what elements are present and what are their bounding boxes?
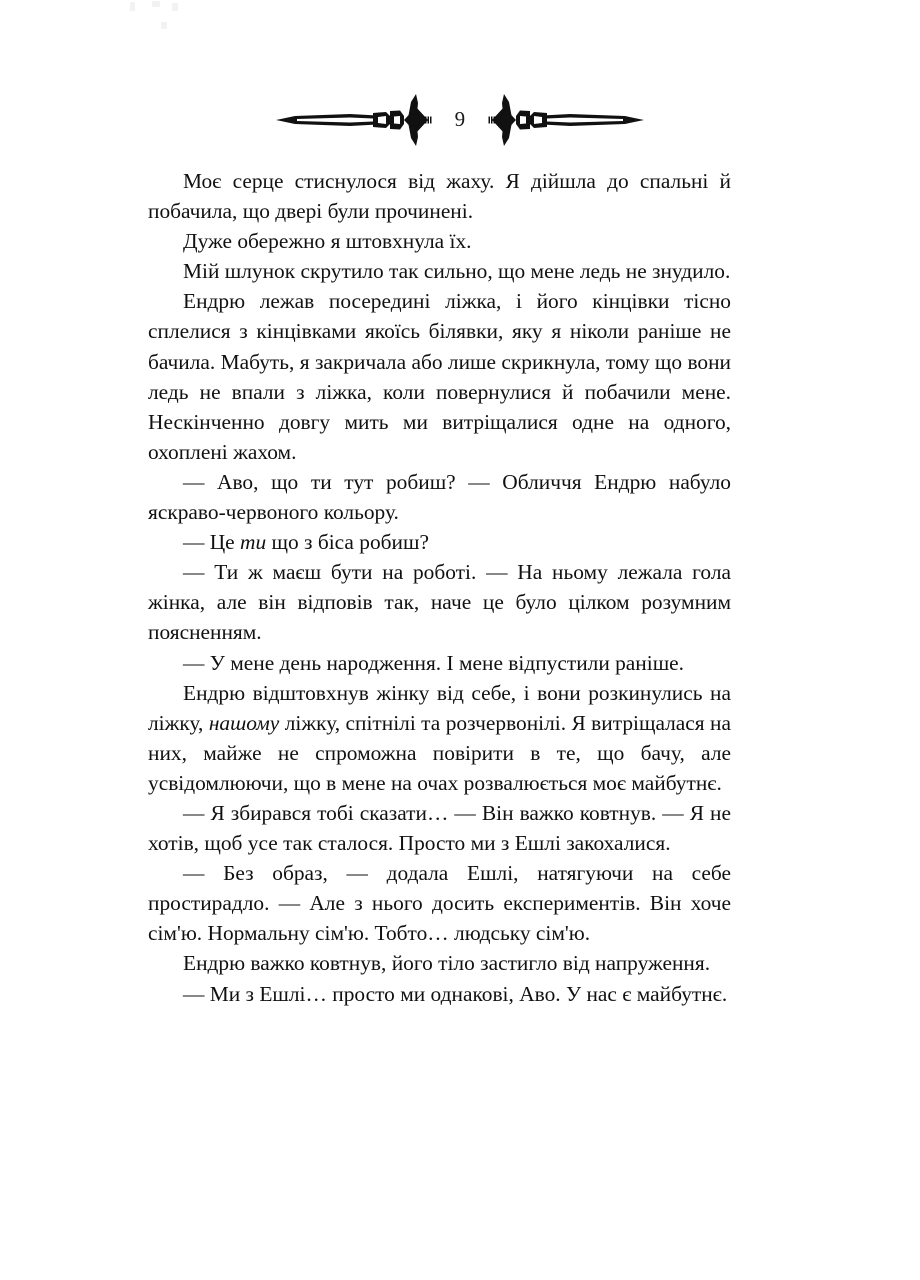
page-body [148,166,731,1009]
paragraph: — Без образ, — додала Ешлі, натягуючи на себе простирадло. — Але з нього досить експериментів. Він хоче сім'ю. Нормальну сім'ю. Тобто… людську сім'ю. [148,861,731,946]
paragraph: — Ти ж маєш бути на роботі. — На ньому лежала гола жінка, але він відповів так, наче це було цілком розумним поясненням. [148,560,731,645]
emphasised-text: ти [240,530,267,555]
paragraph: — Це ти що з біса робиш? [183,530,429,555]
paragraph: — Ми з Ешлі… просто ми однакові, Аво. У нас є майбутнє. [183,981,728,1006]
paragraph: — Аво, що ти тут робиш? — Обличчя Ендрю набуло яскраво-червоного кольору. [148,469,731,525]
paragraph: Ендрю відштовхнув жінку від себе, і вони розкинулись на ліжку, нашому ліжку, спітнілі та розчервонілі. Я витріщалася на них, майже не спроможна повірити в те, що бачу, але усвідомлюючи, що в мене на очах розвалюється моє майбутнє. [148,680,731,795]
paragraph: Дуже обережно я штовхнула їх. [183,229,472,254]
page-header [0,92,920,148]
paragraph: — Я збирався тобі сказати… — Він важко ковтнув. — Я не хотів, щоб усе так сталося. Просто ми з Ешлі закохалися. [148,800,731,856]
paragraph: Ендрю лежав посередині ліжка, і його кінцівки тісно сплелися з кінцівками якоїсь білявки, яку я ніколи раніше не бачила. Мабуть, я закричала або лише скрикнула, тому що вони ледь не впали з ліжка, коли повернулися й побачили мене. Нескінченно довгу мить ми витріщалися одне на одного, охоплені жахом. [148,289,731,464]
scan-artifact [152,1,160,7]
scan-artifact [130,2,135,11]
scan-artifact [161,22,167,29]
paragraph: Мій шлунок скрутило так сильно, що мене ледь не знудило. [183,259,731,284]
scan-artifact [172,3,178,11]
paragraph: — У мене день народження. І мене відпустили раніше. [183,650,685,675]
dagger-ornament-left [275,94,433,146]
paragraph: Ендрю важко ковтнув, його тіло застигло від напруження. [183,951,711,976]
page-number: 9 [454,106,466,131]
paragraph: Моє серце стиснулося від жаху. Я дійшла до спальні й побачила, що двері були прочинені. [148,169,731,224]
dagger-ornament-right [487,94,645,146]
emphasised-text: нашому [208,710,280,735]
